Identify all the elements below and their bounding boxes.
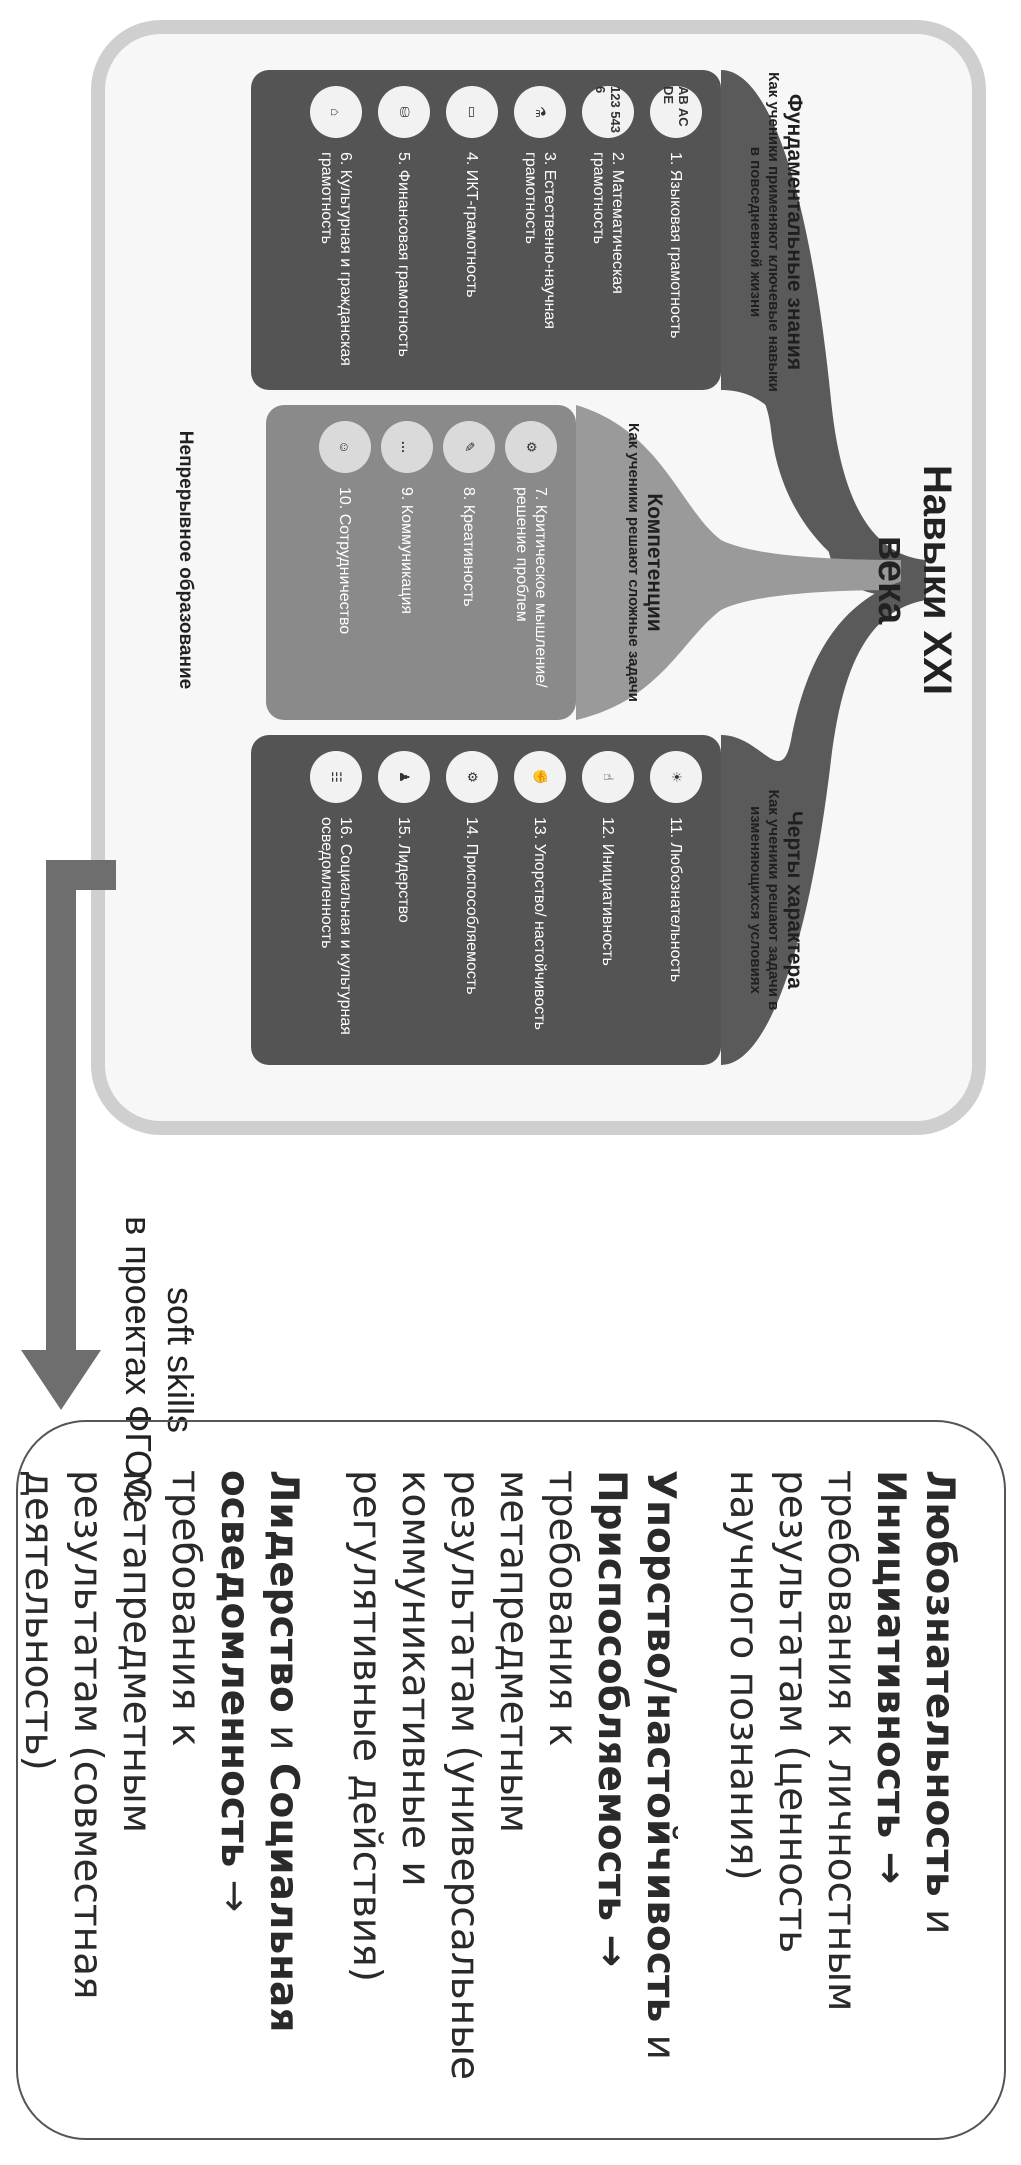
section-heading-fundamental — [746, 72, 806, 392]
section-title: Компетенции — [643, 493, 666, 632]
panel-competencies — [266, 405, 576, 720]
item-label: 11. Любознательность — [667, 817, 685, 983]
hierarchy-icon: ♟ — [378, 751, 430, 803]
item-label: 16. Социальная и культурная осведомленность — [318, 817, 354, 1035]
list-item — [649, 86, 703, 374]
paragraph-text: требования к метапредметным результатам (совместная деятельность) — [16, 1470, 208, 2000]
list-item — [504, 421, 558, 704]
arrow-label-line1: soft skills — [160, 1286, 201, 1434]
paragraph-leadership — [14, 1470, 308, 2098]
list-item — [445, 751, 499, 1049]
item-label: 2. Математическая грамотность — [590, 152, 626, 294]
item-label: 10. Сотрудничество — [336, 487, 354, 635]
item-label: 12. Инициативность — [599, 817, 617, 966]
list-item — [309, 86, 363, 374]
pencil-icon: ✎ — [443, 421, 495, 473]
bottom-caption: Непрерывное образование — [175, 430, 196, 690]
list-item — [377, 86, 431, 374]
brain-gear-icon: ⚙ — [505, 421, 557, 473]
bold-term: Любознательность — [917, 1470, 962, 1897]
group-icon: ☷ — [310, 751, 362, 803]
item-label: 14. Приспособляемость — [463, 817, 481, 995]
flask-icon: ⚗ — [514, 86, 566, 138]
section-title: Фундаментальные знания — [783, 93, 806, 371]
list-item — [581, 751, 635, 1049]
item-label: 5. Финансовая грамотность — [395, 152, 413, 357]
paragraph-text: требования к личностным результатам (ценность научного познания) — [721, 1470, 864, 2012]
item-label: 8. Креативность — [460, 487, 478, 607]
computer-icon: ▭ — [446, 86, 498, 138]
lightbulb-icon: ☀ — [650, 751, 702, 803]
list-item — [445, 86, 499, 374]
speech-bubble-icon: … — [381, 421, 433, 473]
list-item — [309, 751, 363, 1049]
numbers-icon: 123 543 6 — [582, 86, 634, 138]
building-icon: ⌂ — [310, 86, 362, 138]
panel-character-traits — [251, 735, 721, 1065]
section-title: Черты характера — [783, 811, 806, 989]
bold-term: Упорство/настойчивость — [638, 1470, 683, 2023]
conjunction: и — [917, 1896, 962, 1935]
bold-term: Лидерство — [261, 1470, 306, 1713]
paragraph-persistence — [342, 1470, 685, 2098]
list-item — [513, 751, 567, 1049]
list-item — [380, 421, 434, 704]
item-label: 4. ИКТ-грамотность — [463, 152, 481, 298]
item-label: 7. Критическое мышление/ решение проблем — [513, 487, 549, 688]
item-label: 3. Естественно-научная грамотность — [522, 152, 558, 330]
item-label: 13. Упорство/ настойчивость — [531, 817, 549, 1030]
section-subtitle: Как ученики решают сложные задачи — [625, 423, 642, 702]
list-item — [318, 421, 372, 704]
pointing-hand-icon: ☝ — [582, 751, 634, 803]
people-icon: ☺ — [319, 421, 371, 473]
list-item — [442, 421, 496, 704]
item-label: 15. Лидерство — [395, 817, 413, 923]
section-subtitle: Как ученики решают задачи в изменяющихся условиях — [747, 789, 782, 1011]
diagram-title: Навыки XXI века — [870, 464, 959, 696]
bold-term: Приспособляемость → — [589, 1470, 634, 1968]
list-item — [649, 751, 703, 1049]
conjunction: и — [638, 2022, 683, 2060]
requirements-box — [16, 1420, 1006, 2140]
bold-term: Социальная осведомленность — [212, 1470, 306, 2033]
list-item — [377, 751, 431, 1049]
list-item — [581, 86, 635, 374]
coins-icon: ⛁ — [378, 86, 430, 138]
paragraph-text: требования к метапредметным результатам (универсальные коммуникативные и регулятивные действия) — [344, 1470, 585, 2080]
section-heading-competencies — [624, 410, 666, 715]
paragraph-curiosity — [719, 1470, 964, 2098]
item-label: 9. Коммуникация — [398, 487, 416, 614]
list-item — [513, 86, 567, 374]
arrow-glyph: → — [212, 1867, 257, 1913]
bold-term: Инициативность → — [868, 1470, 913, 1885]
alphabet-icon: AB AC DE — [650, 86, 702, 138]
fist-icon: ✊ — [514, 751, 566, 803]
gears-icon: ⚙ — [446, 751, 498, 803]
item-label: 1. Языковая грамотность — [667, 152, 685, 339]
section-subtitle: Как ученики применяют ключевые навыки в повседневной жизни — [747, 72, 782, 392]
section-heading-character — [746, 740, 806, 1060]
arrow-label-line2: в проектах ФГОС — [118, 1216, 159, 1504]
panel-fundamental-knowledge — [251, 70, 721, 390]
conjunction: и — [261, 1712, 306, 1763]
item-label: 6. Культурная и гражданская грамотность — [318, 152, 354, 366]
